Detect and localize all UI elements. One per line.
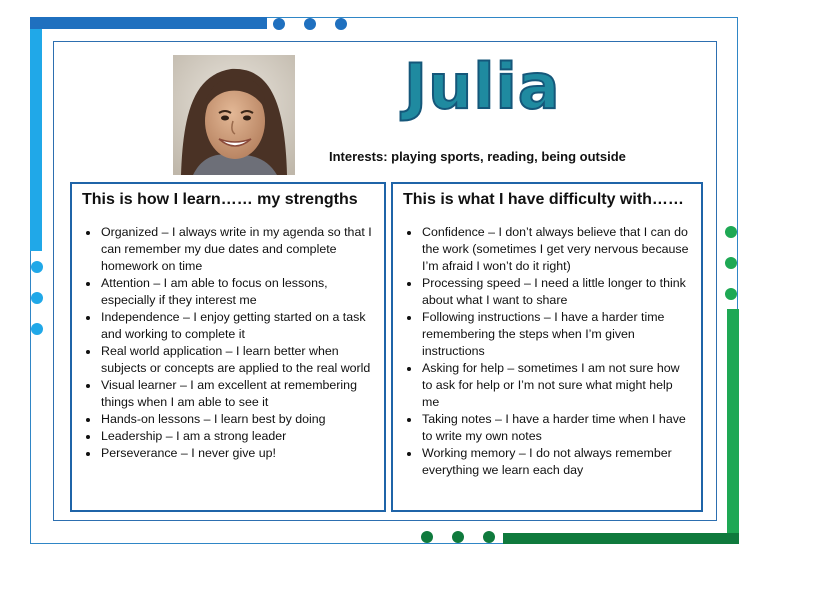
portrait-photo (173, 55, 295, 175)
left-accent-dot (31, 323, 43, 335)
difficulties-list (403, 224, 693, 479)
list-item: • Leadership – I am a strong leader (100, 428, 376, 445)
strengths-list (82, 224, 376, 462)
right-accent-bar (727, 309, 739, 537)
left-accent-bar (30, 29, 42, 251)
difficulties-heading: This is what I have difficulty with…… (403, 191, 684, 208)
right-accent-dot (725, 288, 737, 300)
bottom-accent-dot (421, 531, 433, 543)
top-accent-bar (30, 17, 267, 29)
list-item: • Taking notes – I have a harder time when I have to write my own notes (421, 411, 693, 445)
right-accent-dot (725, 226, 737, 238)
list-item: • Visual learner – I am excellent at remembering things when I am able to see it (100, 377, 376, 411)
right-accent-dot (725, 257, 737, 269)
list-item: • Asking for help – sometimes I am not sure how to ask for help or I’m not sure what might help me (421, 360, 693, 411)
list-item: • Real world application – I learn better when subjects or concepts are applied to the real world (100, 343, 376, 377)
list-item: • Working memory – I do not always remember everything we learn each day (421, 445, 693, 479)
list-item: • Organized – I always write in my agenda so that I can remember my due dates and complete homework on time (100, 224, 376, 275)
list-item: • Confidence – I don’t always believe that I can do the work (sometimes I get very nervous because I’m afraid I won’t do it right) (421, 224, 693, 275)
bottom-accent-bar (503, 533, 739, 544)
bottom-accent-dot (483, 531, 495, 543)
top-accent-dot (273, 18, 285, 30)
list-item: • Independence – I enjoy getting started on a task and working to complete it (100, 309, 376, 343)
left-accent-dot (31, 261, 43, 273)
student-name: Julia (404, 50, 561, 123)
left-accent-dot (31, 292, 43, 304)
list-item: • Perseverance – I never give up! (100, 445, 376, 462)
top-accent-dot (335, 18, 347, 30)
strengths-heading: This is how I learn…… my strengths (82, 191, 358, 208)
list-item: • Following instructions – I have a harder time remembering the steps when I’m given instructions (421, 309, 693, 360)
difficulties-box (391, 182, 703, 512)
list-item: • Processing speed – I need a little longer to think about what I want to share (421, 275, 693, 309)
strengths-box (70, 182, 386, 512)
list-item: • Attention – I am able to focus on lessons, especially if they interest me (100, 275, 376, 309)
bottom-accent-dot (452, 531, 464, 543)
top-accent-dot (304, 18, 316, 30)
list-item: • Hands-on lessons – I learn best by doing (100, 411, 376, 428)
interests-text: Interests: playing sports, reading, being outside (329, 149, 626, 164)
